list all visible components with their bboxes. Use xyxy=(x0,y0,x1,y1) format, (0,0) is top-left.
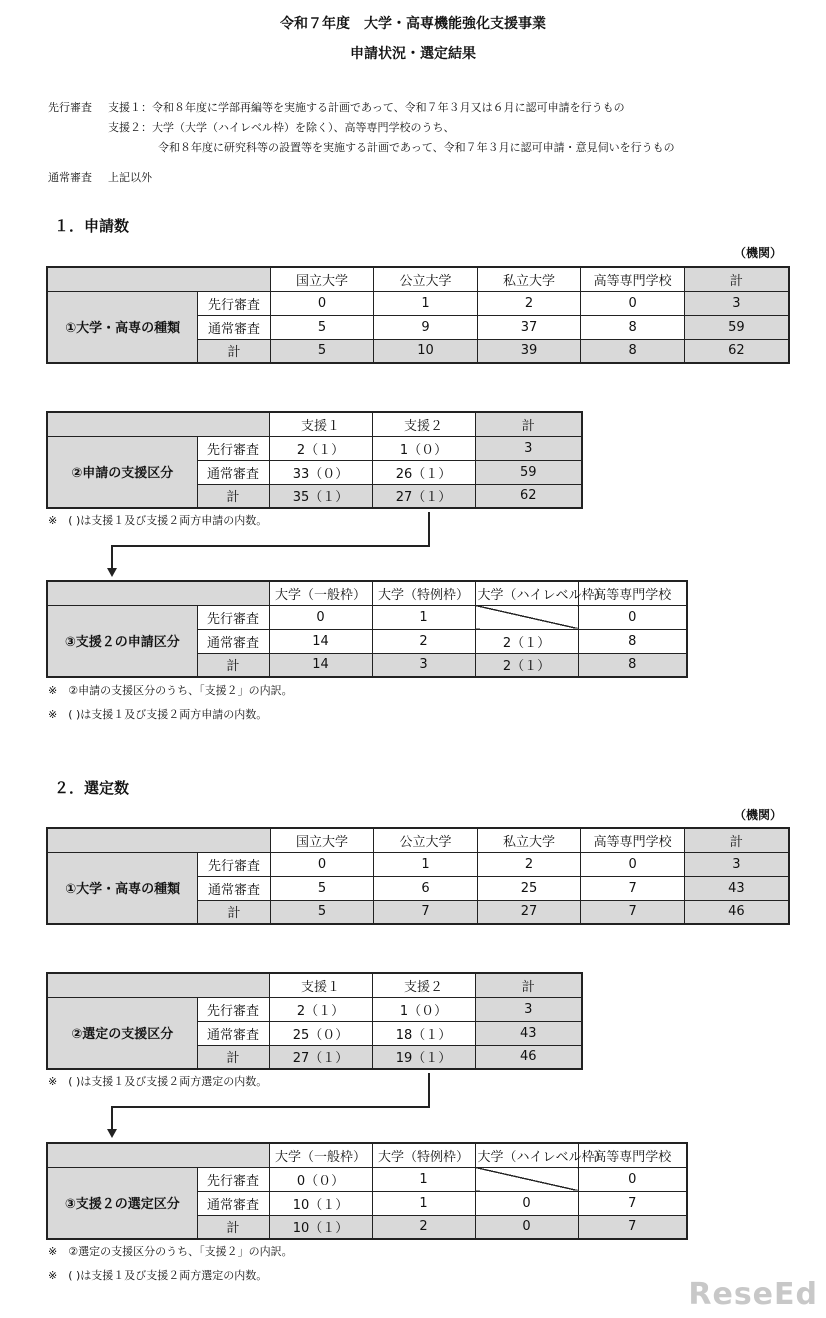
total-cell: 3 xyxy=(684,852,789,876)
arrow-down-icon xyxy=(107,1129,117,1138)
table-cell: 27 xyxy=(477,900,581,924)
table-cell: 1 xyxy=(374,852,478,876)
table-cell: 8 xyxy=(578,629,687,653)
support1-definition: 支援１：令和８年度に学部再編等を実施する計画であって、令和７年３月又は６月に認可申請を行うもの xyxy=(108,101,625,114)
column-header: 計 xyxy=(475,412,582,436)
column-header: 国立大学 xyxy=(270,267,374,291)
footnote: ※ ( )は支援１及び支援２両方選定の内数。 xyxy=(48,1075,268,1088)
regular-review-label: 通常審査 xyxy=(48,171,92,184)
table-cell: 10（１） xyxy=(269,1215,372,1239)
table-cell: 7 xyxy=(578,1191,687,1215)
connector-line xyxy=(428,1073,430,1107)
row-label: 計 xyxy=(198,900,270,924)
row-label: 計 xyxy=(198,339,270,363)
row-label: 先行審査 xyxy=(197,605,269,629)
table-cell: 7 xyxy=(581,900,685,924)
row-label: 先行審査 xyxy=(197,436,269,460)
footnote: ※ ( )は支援１及び支援２両方申請の内数。 xyxy=(48,514,268,527)
table-cell: 2 xyxy=(372,1215,475,1239)
header-blank xyxy=(47,1143,269,1167)
table-cell: 1 xyxy=(372,1191,475,1215)
footnote: ※ ②選定の支援区分のうち、「支援２」の内訳。 xyxy=(48,1245,293,1258)
section-heading-selections: ２．選定数 xyxy=(54,779,130,797)
group-label: ③支援２の申請区分 xyxy=(47,605,197,677)
table-cell: 1（０） xyxy=(372,997,475,1021)
column-header: 計 xyxy=(684,267,789,291)
table-cell: 5 xyxy=(270,315,374,339)
table-cell: 8 xyxy=(581,315,685,339)
table-cell: 6 xyxy=(374,876,478,900)
selections-by-type-table xyxy=(46,827,790,925)
table-cell: 39 xyxy=(477,339,581,363)
column-header: 支援２ xyxy=(372,973,475,997)
table-cell: 2（１） xyxy=(269,997,372,1021)
row-label: 先行審査 xyxy=(197,1167,269,1191)
unit-label: （機関） xyxy=(734,808,783,822)
support2-selections-table xyxy=(46,1142,688,1240)
table-cell: 9 xyxy=(374,315,478,339)
column-header: 大学（ハイレベル枠） xyxy=(475,581,578,605)
row-label: 先行審査 xyxy=(198,291,270,315)
row-label: 先行審査 xyxy=(198,852,270,876)
group-label: ①大学・高専の種類 xyxy=(47,291,198,363)
total-cell: 43 xyxy=(475,1021,582,1045)
table-cell: 10 xyxy=(374,339,478,363)
section-heading-applications: １．申請数 xyxy=(54,217,130,235)
table-cell: 35（１） xyxy=(269,484,372,508)
total-cell: 62 xyxy=(475,484,582,508)
table-cell: 27（１） xyxy=(372,484,475,508)
table-cell: 25 xyxy=(477,876,581,900)
arrow-down-icon xyxy=(107,568,117,577)
table-cell: 2 xyxy=(477,291,581,315)
prior-review-label: 先行審査 xyxy=(48,101,92,114)
table-cell: 37 xyxy=(477,315,581,339)
header-blank xyxy=(47,267,270,291)
column-header: 高等専門学校 xyxy=(578,1143,687,1167)
table-cell: 33（０） xyxy=(269,460,372,484)
total-cell: 3 xyxy=(475,436,582,460)
total-cell: 62 xyxy=(684,339,789,363)
total-cell: 46 xyxy=(475,1045,582,1069)
row-label: 通常審査 xyxy=(198,315,270,339)
table-cell: 2 xyxy=(372,629,475,653)
row-label: 通常審査 xyxy=(197,1021,269,1045)
table-cell: 5 xyxy=(270,900,374,924)
column-header: 計 xyxy=(684,828,789,852)
support2-applications-table xyxy=(46,580,688,678)
table-cell: 2（１） xyxy=(269,436,372,460)
row-label: 通常審査 xyxy=(198,876,270,900)
table-cell: 0 xyxy=(578,1167,687,1191)
table-cell: 7 xyxy=(578,1215,687,1239)
applications-by-support-table xyxy=(46,411,583,509)
row-label: 通常審査 xyxy=(197,1191,269,1215)
table-cell: 0 xyxy=(578,605,687,629)
table-cell: 0 xyxy=(270,291,374,315)
connector-line xyxy=(111,1106,430,1108)
table-cell: 10（１） xyxy=(269,1191,372,1215)
table-cell: 5 xyxy=(270,339,374,363)
row-label: 先行審査 xyxy=(197,997,269,1021)
column-header: 公立大学 xyxy=(374,828,478,852)
table-cell: 1 xyxy=(372,605,475,629)
table-cell: 19（１） xyxy=(372,1045,475,1069)
table-cell: 2（１） xyxy=(475,629,578,653)
connector-line xyxy=(428,512,430,546)
table-cell: 8 xyxy=(581,339,685,363)
row-label: 通常審査 xyxy=(197,629,269,653)
row-label: 計 xyxy=(197,1215,269,1239)
column-header: 高等専門学校 xyxy=(578,581,687,605)
table-cell: 7 xyxy=(581,876,685,900)
table-cell: 5 xyxy=(270,876,374,900)
table-cell: 2 xyxy=(477,852,581,876)
column-header: 支援２ xyxy=(372,412,475,436)
selections-by-support-table xyxy=(46,972,583,1070)
table-cell: 1 xyxy=(374,291,478,315)
column-header: 大学（特例枠） xyxy=(372,581,475,605)
table-cell: 2（１） xyxy=(475,653,578,677)
footnote: ※ ( )は支援１及び支援２両方選定の内数。 xyxy=(48,1269,268,1282)
table-cell: 7 xyxy=(374,900,478,924)
column-header: 大学（一般枠） xyxy=(269,1143,372,1167)
table-cell: 1（０） xyxy=(372,436,475,460)
table-cell: 0 xyxy=(269,605,372,629)
support2-definition: 支援２：大学（大学（ハイレベル枠）を除く）、高等専門学校のうち、 xyxy=(108,121,455,134)
page-title: 令和７年度 大学・高専機能強化支援事業 xyxy=(280,16,546,32)
connector-line xyxy=(111,545,113,569)
group-label: ③支援２の選定区分 xyxy=(47,1167,197,1239)
row-label: 計 xyxy=(197,1045,269,1069)
column-header: 大学（一般枠） xyxy=(269,581,372,605)
footnote: ※ ( )は支援１及び支援２両方申請の内数。 xyxy=(48,708,268,721)
table-cell: 27（１） xyxy=(269,1045,372,1069)
column-header: 大学（ハイレベル枠） xyxy=(475,1143,578,1167)
row-label: 計 xyxy=(197,484,269,508)
table-cell: 1 xyxy=(372,1167,475,1191)
page-subtitle: 申請状況・選定結果 xyxy=(350,46,476,62)
group-label: ①大学・高専の種類 xyxy=(47,852,198,924)
table-cell: 0 xyxy=(475,1191,578,1215)
column-header: 公立大学 xyxy=(374,267,478,291)
table-cell: 0 xyxy=(581,291,685,315)
column-header: 大学（特例枠） xyxy=(372,1143,475,1167)
total-cell: 46 xyxy=(684,900,789,924)
header-blank xyxy=(47,828,270,852)
unit-label: （機関） xyxy=(734,246,783,260)
header-blank xyxy=(47,973,269,997)
support2-definition-cont: 令和８年度に研究科等の設置等を実施する計画であって、令和７年３月に認可申請・意見伺いを行うもの xyxy=(158,141,675,154)
column-header: 高等専門学校 xyxy=(581,828,685,852)
table-cell: 14 xyxy=(269,629,372,653)
connector-line xyxy=(111,1106,113,1130)
regular-review-definition: 上記以外 xyxy=(108,171,152,184)
row-label: 計 xyxy=(197,653,269,677)
table-cell: 14 xyxy=(269,653,372,677)
total-cell: 3 xyxy=(684,291,789,315)
table-cell: 26（１） xyxy=(372,460,475,484)
column-header: 支援１ xyxy=(269,973,372,997)
watermark-logo: ReseEd xyxy=(688,1277,818,1312)
total-cell: 59 xyxy=(684,315,789,339)
header-blank xyxy=(47,581,269,605)
footnote: ※ ②申請の支援区分のうち、「支援２」の内訳。 xyxy=(48,684,293,697)
diagonal-empty-cell xyxy=(475,1167,578,1191)
table-cell: 25（０） xyxy=(269,1021,372,1045)
table-cell: 3 xyxy=(372,653,475,677)
group-label: ②選定の支援区分 xyxy=(47,997,197,1069)
row-label: 通常審査 xyxy=(197,460,269,484)
table-cell: 8 xyxy=(578,653,687,677)
table-cell: 0 xyxy=(270,852,374,876)
column-header: 計 xyxy=(475,973,582,997)
total-cell: 43 xyxy=(684,876,789,900)
table-cell: 18（１） xyxy=(372,1021,475,1045)
table-cell: 0 xyxy=(581,852,685,876)
column-header: 支援１ xyxy=(269,412,372,436)
column-header: 私立大学 xyxy=(477,267,581,291)
column-header: 国立大学 xyxy=(270,828,374,852)
applications-by-type-table xyxy=(46,266,790,364)
column-header: 私立大学 xyxy=(477,828,581,852)
table-cell: 0（０） xyxy=(269,1167,372,1191)
table-cell: 0 xyxy=(475,1215,578,1239)
group-label: ②申請の支援区分 xyxy=(47,436,197,508)
total-cell: 59 xyxy=(475,460,582,484)
column-header: 高等専門学校 xyxy=(581,267,685,291)
header-blank xyxy=(47,412,269,436)
total-cell: 3 xyxy=(475,997,582,1021)
diagonal-empty-cell xyxy=(475,605,578,629)
connector-line xyxy=(111,545,430,547)
